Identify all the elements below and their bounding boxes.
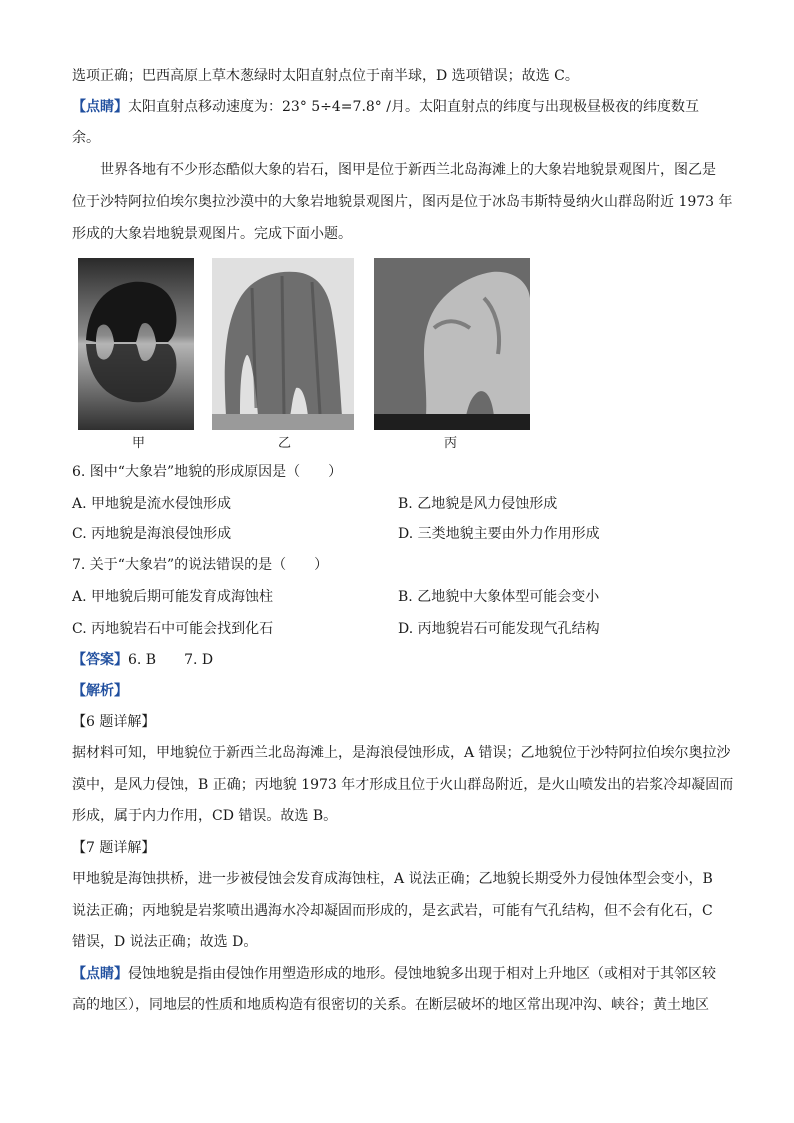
question-6-option-d: D. 三类地貌主要由外力作用形成 bbox=[398, 526, 600, 542]
question-7-stem: 7. 关于“大象岩”的说法错误的是（ ） bbox=[72, 557, 329, 573]
detail-7-line: 错误，D 说法正确；故选 D。 bbox=[72, 934, 258, 950]
answer-line bbox=[72, 650, 213, 670]
question-6-stem: 6. 图中“大象岩”地貌的形成原因是（ ） bbox=[72, 464, 343, 480]
elephant-rock-yi-image bbox=[212, 258, 354, 430]
question-7-option-c: C. 丙地貌岩石中可能会找到化石 bbox=[72, 621, 274, 637]
photo-yi bbox=[212, 258, 354, 430]
tip-tag: 【点睛】 bbox=[72, 966, 128, 982]
detail-6-line: 漠中，是风力侵蚀，B 正确；丙地貌 1973 年才形成且位于火山群岛附近，是火山喷发出的岩浆冷却凝固而 bbox=[72, 777, 734, 793]
detail-6-line: 据材料可知，甲地貌位于新西兰北岛海滩上，是海浪侵蚀形成，A 错误；乙地貌位于沙特阿拉伯埃尔奥拉沙 bbox=[72, 745, 731, 761]
question-6-option-a: A. 甲地貌是流水侵蚀形成 bbox=[72, 496, 232, 512]
intro-paragraph-line: 世界各地有不少形态酷似大象的岩石，图甲是位于新西兰北岛海滩上的大象岩地貌景观图片，图乙是 bbox=[100, 162, 716, 178]
analysis-tag: 【解析】 bbox=[72, 683, 128, 699]
intro-paragraph-line: 形成的大象岩地貌景观图片。完成下面小题。 bbox=[72, 226, 352, 242]
text-line: 余。 bbox=[72, 130, 100, 146]
question-6-option-b: B. 乙地貌是风力侵蚀形成 bbox=[398, 496, 558, 512]
detail-6-tag: 【6 题详解】 bbox=[72, 714, 156, 730]
key-point-line bbox=[72, 97, 699, 117]
detail-7-line: 说法正确；丙地貌是岩浆喷出遇海水冷却凝固而形成的，是玄武岩，可能有气孔结构，但不会有化石，C bbox=[72, 903, 713, 919]
photo-caption-yi: 乙 bbox=[278, 436, 292, 451]
photo-caption-jia: 甲 bbox=[132, 436, 146, 451]
elephant-rock-bing-image bbox=[374, 258, 530, 430]
photo-jia bbox=[78, 258, 194, 430]
key-point-text: 太阳直射点移动速度为：23° 5÷4=7.8° /月。太阳直射点的纬度与出现极昼极夜的纬度数互 bbox=[128, 99, 699, 115]
detail-6-line: 形成，属于内力作用，CD 错误。故选 B。 bbox=[72, 808, 338, 824]
question-7-option-a: A. 甲地貌后期可能发育成海蚀柱 bbox=[72, 589, 274, 605]
detail-7-line: 甲地貌是海蚀拱桥，进一步被侵蚀会发育成海蚀柱，A 说法正确；乙地貌长期受外力侵蚀体型会变小，B bbox=[72, 871, 713, 887]
answer-text: 6. B 7. D bbox=[128, 652, 214, 668]
answer-tag: 【答案】 bbox=[72, 652, 128, 668]
question-6-option-c: C. 丙地貌是海浪侵蚀形成 bbox=[72, 526, 232, 542]
tip-line bbox=[72, 964, 716, 984]
photo-caption-bing: 丙 bbox=[444, 436, 458, 451]
question-7-option-d: D. 丙地貌岩石可能发现气孔结构 bbox=[398, 621, 600, 637]
detail-7-tag: 【7 题详解】 bbox=[72, 840, 156, 856]
intro-paragraph-line: 位于沙特阿拉伯埃尔奥拉沙漠中的大象岩地貌景观图片，图丙是位于冰岛韦斯特曼纳火山群岛附近 1973 年 bbox=[72, 194, 733, 210]
key-point-tag: 【点睛】 bbox=[72, 99, 128, 115]
text-line: 选项正确；巴西高原上草木葱绿时太阳直射点位于南半球，D 选项错误；故选 C。 bbox=[72, 68, 579, 84]
tip-line: 高的地区），同地层的性质和地质构造有很密切的关系。在断层破坏的地区常出现冲沟、峡谷；黄土地区 bbox=[72, 997, 709, 1013]
elephant-rock-jia-image bbox=[78, 258, 194, 430]
question-7-option-b: B. 乙地貌中大象体型可能会变小 bbox=[398, 589, 600, 605]
tip-text: 侵蚀地貌是指由侵蚀作用塑造形成的地形。侵蚀地貌多出现于相对上升地区（或相对于其邻区较 bbox=[128, 966, 716, 982]
photo-bing bbox=[374, 258, 530, 430]
